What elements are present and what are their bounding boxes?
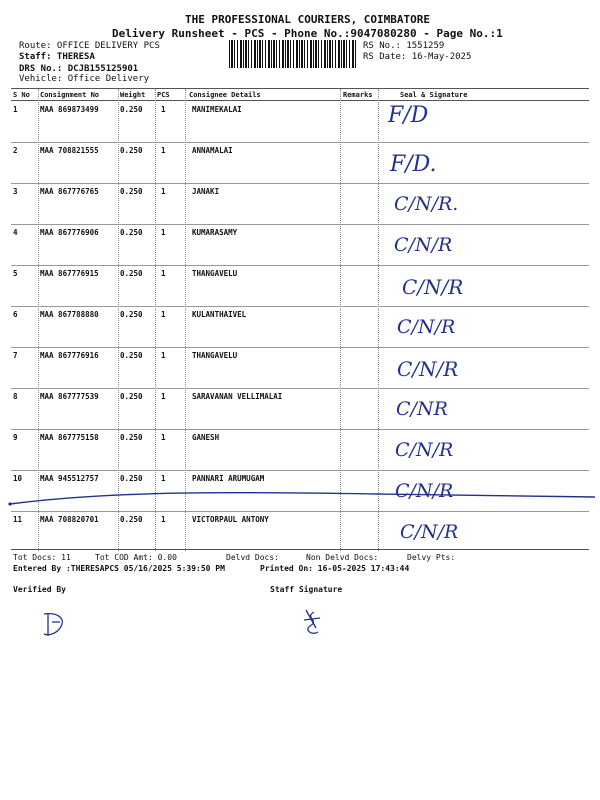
row-handwritten-status: C/N/R	[402, 275, 464, 299]
row-rule	[11, 306, 589, 307]
entered-by: Entered By :THERESAPCS 05/16/2025 5:39:50 PM	[13, 564, 225, 573]
row-handwritten-status: C/N/R.	[394, 193, 459, 215]
row-sno: 9	[13, 433, 18, 442]
row-weight: 0.250	[120, 392, 143, 401]
printed-on: Printed On: 16-05-2025 17:43:44	[260, 564, 410, 573]
row-weight: 0.250	[120, 351, 143, 360]
row-rule	[11, 347, 589, 348]
col-pcs: PCS	[157, 91, 170, 99]
row-consignment-no: MAA 867775158	[40, 433, 99, 442]
verified-by-label: Verified By	[13, 585, 66, 594]
row-weight: 0.250	[120, 228, 143, 237]
col-remarks: Remarks	[343, 91, 373, 99]
drs-number: DRS No.: DCJB155125901	[19, 64, 139, 74]
row-weight: 0.250	[120, 515, 143, 524]
row-sno: 2	[13, 146, 18, 155]
rs-number: RS No.: 1551259	[363, 41, 445, 51]
row-rule	[11, 142, 589, 143]
route: Route: OFFICE DELIVERY PCS	[19, 41, 160, 51]
vehicle: Vehicle: Office Delivery	[19, 74, 150, 84]
row-pcs: 1	[161, 392, 166, 401]
row-consignee: THANGAVELU	[192, 269, 238, 278]
row-consignment-no: MAA 867788880	[40, 310, 99, 319]
row-sno: 7	[13, 351, 18, 360]
table-top-rule	[11, 88, 589, 89]
total-docs: Tot Docs: 11	[13, 553, 71, 562]
row-consignee: KUMARASAMY	[192, 228, 238, 237]
delivery-points: Delvy Pts:	[407, 553, 456, 562]
row-rule	[11, 183, 589, 184]
row-pcs: 1	[161, 228, 166, 237]
row-pcs: 1	[161, 433, 166, 442]
col-sno: S No	[13, 91, 30, 99]
row-sno: 8	[13, 392, 18, 401]
row-sno: 6	[13, 310, 18, 319]
row-handwritten-status: C/N/R	[394, 234, 453, 256]
row-consignee: KULANTHAIVEL	[192, 310, 247, 319]
col-consignee: Consignee Details	[189, 91, 261, 99]
row-weight: 0.250	[120, 146, 143, 155]
row-consignment-no: MAA 867776906	[40, 228, 99, 237]
staff: Staff: THERESA	[19, 52, 95, 62]
row-handwritten-status: C/N/R	[400, 521, 459, 543]
row-handwritten-status: F/D	[388, 103, 429, 128]
verifier-signature	[38, 608, 74, 642]
col-seal-signature: Seal & Signature	[400, 91, 468, 99]
row-rule	[11, 388, 589, 389]
row-sno: 1	[13, 105, 18, 114]
row-pcs: 1	[161, 515, 166, 524]
row-sno: 11	[13, 515, 23, 524]
row-handwritten-status: C/N/R	[397, 357, 459, 381]
row-handwritten-status: F/D.	[390, 152, 437, 177]
staff-signature	[298, 606, 328, 638]
row-sno: 3	[13, 187, 18, 196]
row-weight: 0.250	[120, 105, 143, 114]
barcode	[229, 40, 357, 68]
row-weight: 0.250	[120, 187, 143, 196]
row-consignment-no: MAA 867777539	[40, 392, 99, 401]
row-pcs: 1	[161, 187, 166, 196]
row-rule	[11, 429, 589, 430]
row-consignment-no: MAA 867776916	[40, 351, 99, 360]
row-sno: 5	[13, 269, 18, 278]
row-rule	[11, 224, 589, 225]
row-consignee: PANNARI ARUMUGAM	[192, 474, 265, 483]
row-rule	[11, 265, 589, 266]
row-handwritten-status: C/N/R	[395, 480, 454, 502]
row-consignment-no: MAA 867776765	[40, 187, 99, 196]
row-consignee: ANNAMALAI	[192, 146, 233, 155]
table-header-rule	[11, 100, 589, 101]
row-consignee: JANAKI	[192, 187, 220, 196]
row-consignment-no: MAA 945512757	[40, 474, 99, 483]
total-cod-amount: Tot COD Amt: 0.00	[95, 553, 177, 562]
row-handwritten-status: C/N/R	[397, 316, 456, 338]
row-handwritten-status: C/N/R	[395, 439, 454, 461]
row-sno: 10	[13, 474, 23, 483]
handwritten-line	[0, 480, 600, 510]
row-pcs: 1	[161, 310, 166, 319]
non-delivered-docs: Non Delvd Docs:	[306, 553, 379, 562]
col-consignment: Consignment No	[40, 91, 100, 99]
row-consignment-no: MAA 869873499	[40, 105, 99, 114]
row-pcs: 1	[161, 351, 166, 360]
row-consignee: SARAVANAN VELLIMALAI	[192, 392, 283, 401]
row-consignment-no: MAA 708821555	[40, 146, 99, 155]
row-sno: 4	[13, 228, 18, 237]
row-consignee: THANGAVELU	[192, 351, 238, 360]
table-bottom-rule	[11, 549, 589, 550]
row-consignee: VICTORPAUL ANTONY	[192, 515, 269, 524]
runsheet-subtitle: Delivery Runsheet - PCS - Phone No.:9047080280 - Page No.:1	[112, 27, 503, 40]
row-rule	[11, 470, 589, 471]
row-weight: 0.250	[120, 269, 143, 278]
col-weight: Weight	[120, 91, 146, 99]
row-consignment-no: MAA 708820701	[40, 515, 99, 524]
row-weight: 0.250	[120, 310, 143, 319]
row-pcs: 1	[161, 146, 166, 155]
row-consignee: MANIMEKALAI	[192, 105, 242, 114]
row-pcs: 1	[161, 269, 166, 278]
rs-date: RS Date: 16-May-2025	[363, 52, 472, 62]
row-pcs: 1	[161, 474, 166, 483]
row-weight: 0.250	[120, 433, 143, 442]
row-pcs: 1	[161, 105, 166, 114]
staff-signature-label: Staff Signature	[270, 585, 343, 594]
row-handwritten-status: C/NR	[396, 398, 448, 420]
row-weight: 0.250	[120, 474, 143, 483]
row-consignee: GANESH	[192, 433, 220, 442]
company-name: THE PROFESSIONAL COURIERS, COIMBATORE	[185, 13, 431, 26]
delivered-docs: Delvd Docs:	[226, 553, 279, 562]
row-consignment-no: MAA 867776915	[40, 269, 99, 278]
row-rule	[11, 511, 589, 512]
